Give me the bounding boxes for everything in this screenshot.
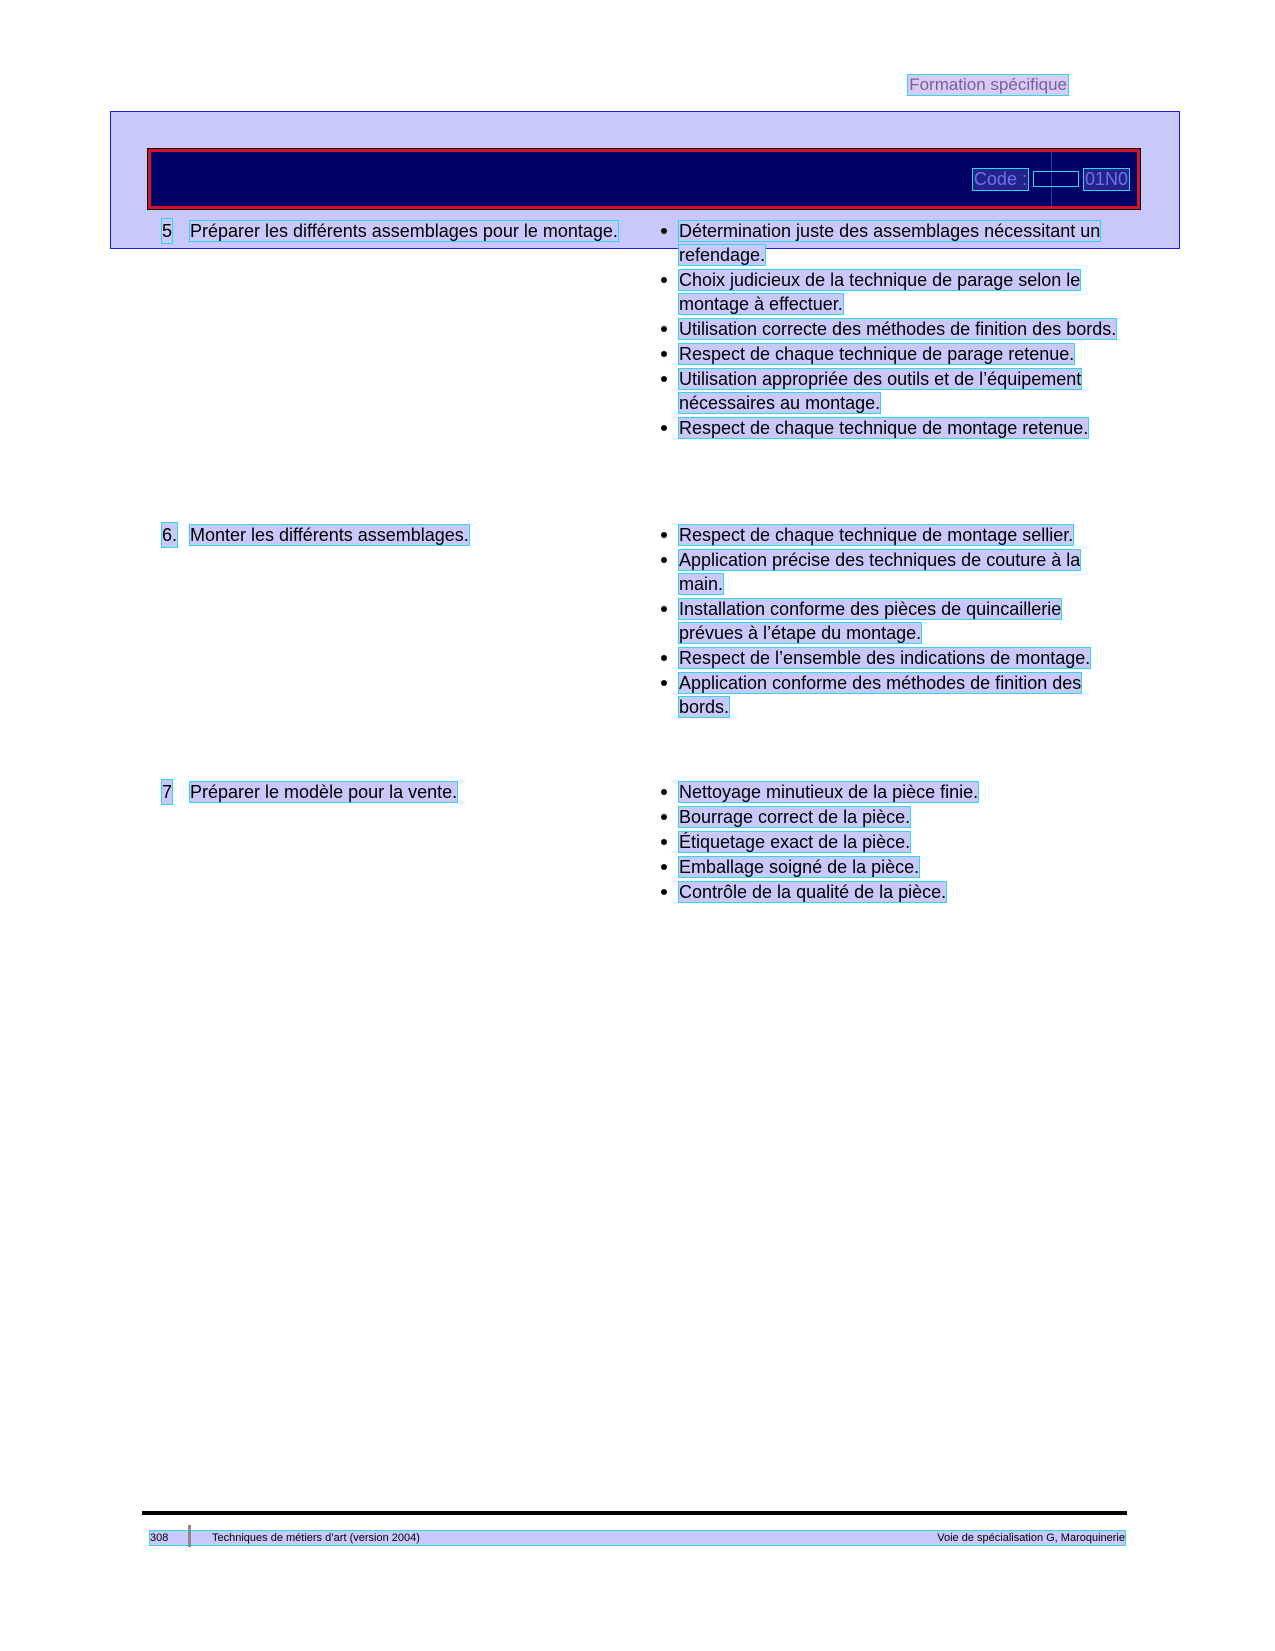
criterion-item xyxy=(657,805,1127,829)
criterion-item xyxy=(657,367,1127,415)
step-text xyxy=(190,780,660,804)
code-value: 01N0 xyxy=(1084,168,1128,189)
step-number: 6. xyxy=(162,525,178,545)
criterion-item xyxy=(657,416,1127,440)
criterion-text: Choix judicieux de la technique de parage selon le montage à effectuer. xyxy=(679,270,1081,314)
criterion-text: Application conforme des méthodes de finition des bords. xyxy=(679,673,1082,717)
criterion-item xyxy=(657,268,1127,316)
criteria-list xyxy=(657,523,1127,720)
step-text xyxy=(190,219,660,243)
criterion-item xyxy=(657,597,1127,645)
criterion-item xyxy=(657,880,1127,904)
criterion-text: Installation conforme des pièces de quincaillerie prévues à l’étape du montage. xyxy=(679,599,1062,643)
step-text-content: Préparer les différents assemblages pour le montage. xyxy=(190,221,618,241)
criterion-item xyxy=(657,317,1127,341)
page-number: 308 xyxy=(150,1532,169,1544)
step-number: 5 xyxy=(162,221,173,241)
criterion-item xyxy=(657,671,1127,719)
criterion-text: Bourrage correct de la pièce. xyxy=(679,807,911,827)
criterion-text: Respect de chaque technique de montage sellier. xyxy=(679,525,1074,545)
criterion-item xyxy=(657,342,1127,366)
code-label: Code : xyxy=(973,168,1027,189)
criterion-item xyxy=(657,523,1127,547)
criterion-text: Emballage soigné de la pièce. xyxy=(679,857,920,877)
criterion-text: Respect de chaque technique de parage retenue. xyxy=(679,344,1075,364)
criterion-item xyxy=(657,646,1127,670)
program-title: Techniques de métiers d’art (version 2004) xyxy=(212,1532,420,1544)
competency-title-bar xyxy=(148,149,1140,209)
criterion-text: Étiquetage exact de la pièce. xyxy=(679,832,911,852)
criterion-text: Utilisation appropriée des outils et de l’équipement nécessaires au montage. xyxy=(679,369,1082,413)
code-spacer xyxy=(1034,172,1078,186)
criterion-text: Respect de chaque technique de montage retenue. xyxy=(679,418,1089,438)
step-text xyxy=(190,523,660,547)
step-text-content: Préparer le modèle pour la vente. xyxy=(190,782,458,802)
criterion-text: Utilisation correcte des méthodes de finition des bords. xyxy=(679,319,1117,339)
criteria-list xyxy=(657,780,1127,905)
criterion-text: Nettoyage minutieux de la pièce finie. xyxy=(679,782,979,802)
criterion-item xyxy=(657,219,1127,267)
criterion-item xyxy=(657,830,1127,854)
criterion-item xyxy=(657,548,1127,596)
criterion-item xyxy=(657,780,1127,804)
step-number: 7 xyxy=(162,782,173,802)
section-label: Formation spécifique xyxy=(909,75,1067,94)
criteria-list xyxy=(657,219,1127,441)
criterion-text: Contrôle de la qualité de la pièce. xyxy=(679,882,947,902)
criterion-text: Détermination juste des assemblages nécessitant un refendage. xyxy=(679,221,1101,265)
criterion-text: Application précise des techniques de couture à la main. xyxy=(679,550,1081,594)
criterion-text: Respect de l’ensemble des indications de montage. xyxy=(679,648,1091,668)
specialization-label: Voie de spécialisation G, Maroquinerie xyxy=(937,1532,1125,1544)
criterion-item xyxy=(657,855,1127,879)
competency-code xyxy=(973,169,1129,189)
footer-divider xyxy=(188,1525,191,1547)
footer-rule xyxy=(142,1511,1127,1515)
page-footer xyxy=(150,1531,1125,1545)
step-text-content: Monter les différents assemblages. xyxy=(190,525,469,545)
